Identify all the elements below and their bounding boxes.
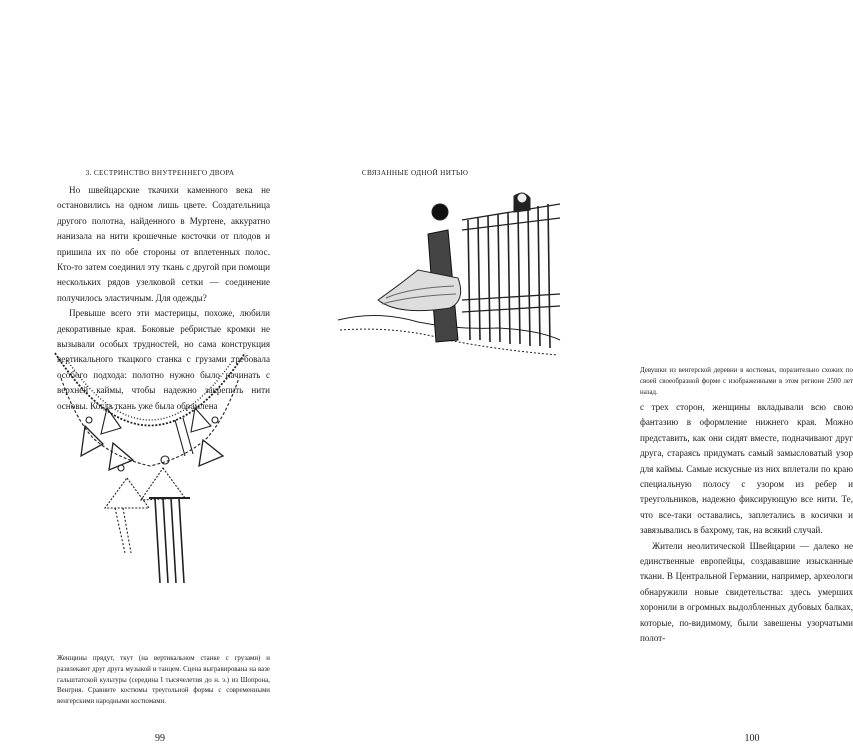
figure-caption-right: Девушки из венгерской деревни в костюмах, поразительно схожих по своей своеобразной форме с изображенными в этом регионе 2500 лет назад.	[640, 367, 853, 396]
paragraph: с трех сторон, женщины вкладывали всю свою фантазию в оформление нижнего края. Можно представить, как они сидят вместе, подначивают друг друга, стараясь придумать самый замысловатый узор для каймы. Самые искусные из них вплетали по краю специальную полосу с узором из ребер и треугольников, надежно фиксирующую все нити. Те, что все-таки оставались, заплетались в косички и завязывались в бахрому, так, на всякий случай.	[640, 402, 853, 536]
running-head-left: 3. СЕСТРИНСТВО ВНУТРЕННЕГО ДВОРА	[85, 169, 235, 177]
paragraph: Превыше всего эти мастерицы, похоже, любили декоративные края. Боковые ребристые кромки не вызывали особых трудностей, но сама конструкция вертикального ткацкого станка с грузами требовала особого подхода: полотно нужно было начинать с верхней каймы, чтобы надежно закрепить нити основы. Когда ткань уже была обрамлена	[57, 308, 270, 411]
paragraph: Жители неолитической Швейцарии — далеко не единственные европейцы, создававшие изысканные ткани. В Центральной Германии, например, археологи обнаружили новые свидетельства: здесь умерших хоронили в огромных выдолбленных дубовых балках, которые, по-видимому, были завешены узорчатыми полот-	[640, 540, 853, 644]
page-number-right: 100	[744, 733, 760, 744]
figure-caption-left: Женщины прядут, ткут (на вертикальном станке с грузами) и развлекают друг друга музыкой и танцем. Сцена выгравирована на вазе гальштатской культуры (середина I тысячелетия до н. э.) из Шопрона, Венгрия. Сравните костюмы треугольной формы с современными венгерскими народными костюмами.	[57, 655, 270, 706]
paragraph: Но швейцарские ткачихи каменного века не остановились на одном лишь цвете. Создательница другого полотна, найденного в Муртене, аккуратно нанизала на нити крошечные косточки от плодов и пришила их по обе стороны от вплетенных полос. Кто-то затем соединил эту ткань с другой при помощи нескольких рядов узелковой сетки — соединение получилось эластичным. Для одежды?	[57, 185, 270, 303]
right-page	[300, 0, 853, 750]
page-number-left: 99	[155, 733, 165, 744]
vase-engraving-illustration	[45, 348, 255, 648]
running-head-right: СВЯЗАННЫЕ ОДНОЙ НИТЬЮ	[361, 169, 469, 177]
body-text-right	[640, 400, 853, 647]
village-girls-illustration	[338, 190, 560, 362]
left-page	[0, 0, 300, 750]
